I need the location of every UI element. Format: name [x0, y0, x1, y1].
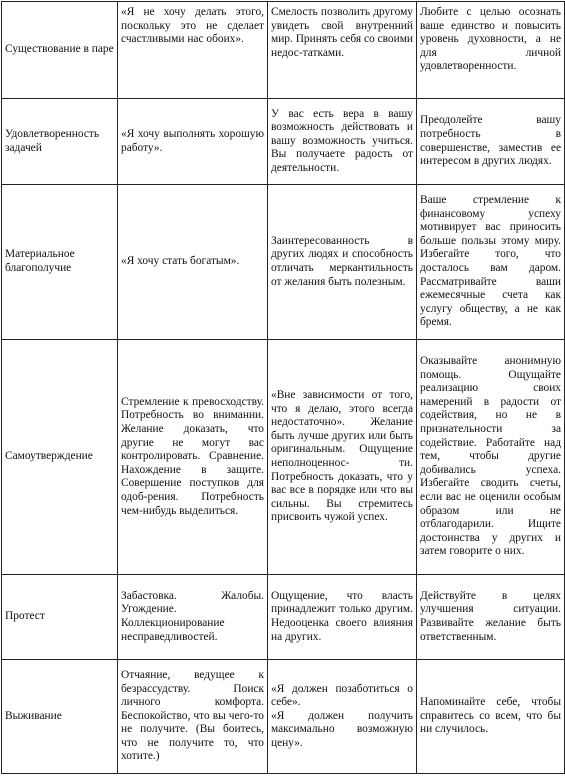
statement-cell: «Я хочу стать богатым». [118, 185, 268, 340]
advice-cell: Действуйте в целях улучшения ситуации. Развивайте желание быть ответственным. [417, 575, 565, 660]
advice-cell: Оказывайте анонимную помощь. Ощущайте реализацию своих намерений в радости от содействия, но не в признательности за содействие. Работайте над тем, чтобы другие добивались успеха. Избегайте сводить счеты, если вас не оценили особым образом или не отблагодарили. Ищите достоинства у других и затем говорите о них. [417, 340, 565, 575]
advice-cell: Напоминайте себе, чтобы справитесь со всем, что бы ни случилось. [417, 660, 565, 774]
statement-cell: Отчаяние, ведущее к безрассудству. Поиск личного комфорта. Беспокойство, что вы чего-то не получите. (Вы боитесь, что не получите то, что хотите.) [118, 660, 268, 774]
quality-cell: Ощущение, что власть принадлежит только другим. Недооценка своего влияния на других. [268, 575, 417, 660]
quality-cell [268, 660, 417, 774]
advice-cell: Преодолейте вашу потребность в совершенстве, заместив ее интересом в других людях. [417, 99, 565, 185]
category-cell: Самоутверждение [2, 340, 118, 575]
category-cell: Материальное благополучие [2, 185, 118, 340]
category-cell: Удовлетворенность задачей [2, 99, 118, 185]
category-cell: Существование в паре [2, 2, 118, 99]
table-row [2, 185, 565, 340]
statement-cell: Стремление к превосходству. Потребность во внимании. Желание доказать, что другие не могут вас контролировать. Сравнение. Нахождение в защите. Совершение поступков для одоб-рения. Потребность чем-нибудь выделиться. [118, 340, 268, 575]
quality-cell: У вас есть вера в вашу возможность действовать и вашу возможность учиться. Вы получаете радость от деятельности. [268, 99, 417, 185]
quality-cell: «Вне зависимости от того, что я делаю, этого всегда недостаточно». Желание быть лучше других или быть оригинальным. Ощущение неполноценнос- ти. Потребность доказать, что у вас все в порядке или что вы сильны. Вы стремитесь присвоить чужой успех. [268, 340, 417, 575]
quality-line: «Я должен получить максимально возможную цену». [271, 709, 413, 749]
quality-line: «Я должен позаботиться о себе». [271, 682, 413, 709]
category-cell: Протест [2, 575, 118, 660]
table-row [2, 660, 565, 774]
advice-cell: Ваше стремление к финансовому успеху мотивирует вас приносить больше пользы этому миру. Избегайте того, что досталось вам даром. Рассматривайте ваши ежемесячные счета как услугу обществу, а не как бремя. [417, 185, 565, 340]
quality-cell: Заинтересованность в других людях и способность отличать меркантильность от желания быть полезным. [268, 185, 417, 340]
table-row [2, 575, 565, 660]
statement-cell: Забастовка. Жалобы. Угождение. Коллекционирование несправедливостей. [118, 575, 268, 660]
category-cell: Выживание [2, 660, 118, 774]
table-row [2, 99, 565, 185]
statement-cell: «Я хочу выполнять хорошую работу». [118, 99, 268, 185]
table-row [2, 2, 565, 99]
advice-cell: Любите с целью осознать ваше единство и повысить уровень духовности, а не для личной удовлетворенности. [417, 2, 565, 99]
quality-cell: Смелость позволить другому увидеть свой внутренний мир. Принять себя со своими недос-татками. [268, 2, 417, 99]
statement-cell: «Я не хочу делать этого, поскольку это не сделает счастливыми нас обоих». [118, 2, 268, 99]
values-table [1, 1, 565, 774]
table-row [2, 340, 565, 575]
